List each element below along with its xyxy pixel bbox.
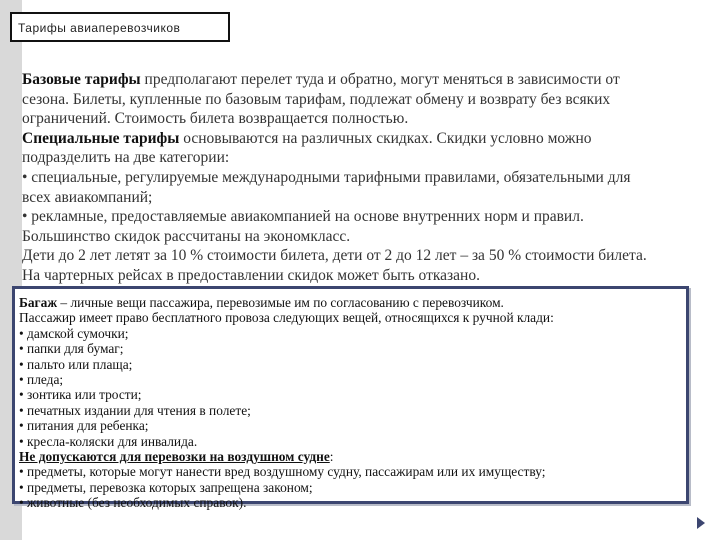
forbidden-item: • предметы, перевозка которых запрещена законом; <box>19 479 313 495</box>
special-bullet-1-line-2: всех авиакомпаний; <box>22 188 153 206</box>
slide-title: Тарифы авиаперевозчиков <box>18 21 181 35</box>
allowed-item: • дамской сумочки; <box>19 325 129 341</box>
special-tariffs-line-2: подразделить на две категории: <box>22 149 230 167</box>
allowed-item: • печатных издании для чтения в полете; <box>19 402 251 418</box>
baggage-text <box>19 295 554 511</box>
basic-tariffs-line-1-rest: предполагают перелет туда и обратно, могут меняться в зависимости от <box>140 71 620 88</box>
allowed-item: • папки для бумаг; <box>19 341 124 357</box>
baggage-definition <box>19 295 554 310</box>
majority-economy-line: Большинство скидок рассчитаны на экономкласс. <box>22 227 351 245</box>
special-bullet-1-line-1: • специальные, регулируемые международными тарифными правилами, обязательными для <box>22 168 631 186</box>
not-allowed-heading-line <box>19 449 554 464</box>
forbidden-item: • животные (без необходимых справок). <box>19 495 247 511</box>
allowed-item: • зонтика или трости; <box>19 387 142 403</box>
special-tariffs-term: Специальные тарифы <box>22 129 180 147</box>
allowed-item: • питания для ребенка; <box>19 418 149 434</box>
allowed-item: • пальто или плаща; <box>19 356 133 372</box>
special-bullet-2-line-1: • рекламные, предоставляемые авиакомпанией на основе внутренних норм и правил. <box>22 208 584 226</box>
basic-tariffs-term: Базовые тарифы <box>22 71 141 88</box>
forbidden-item: • предметы, которые могут нанести вред воздушному судну, пассажирам или их имуществу; <box>19 464 546 480</box>
baggage-definition-rest: – личные вещи пассажира, перевозимые им по согласованию с перевозчиком. <box>57 295 504 310</box>
not-allowed-colon: : <box>329 449 334 465</box>
special-tariffs-line-1-rest: основываются на различных скидках. Скидки условно можно <box>179 129 592 147</box>
corner-arrow-icon <box>697 517 705 529</box>
charter-flights-line: На чартерных рейсах в предоставлении скидок может быть отказано. <box>22 266 480 284</box>
baggage-box <box>12 286 689 511</box>
allowed-item: • кресла-коляски для инвалида. <box>19 433 198 449</box>
tariffs-text <box>22 70 702 286</box>
special-tariffs-line-1 <box>22 129 702 149</box>
basic-tariffs-line-3: ограничений. Стоимость билета возвращается полностью. <box>22 110 409 128</box>
baggage-term: Багаж <box>19 295 58 310</box>
not-allowed-heading: Не допускаются для перевозки на воздушном судне <box>19 449 330 465</box>
allowed-item: • пледа; <box>19 372 64 388</box>
children-discount-line: Дети до 2 лет летят за 10 % стоимости билета, дети от 2 до 12 лет – за 50 % стоимости билета. <box>22 247 647 265</box>
basic-tariffs-line-2: сезона. Билеты, купленные по базовым тарифам, подлежат обмену и возврату без всяких <box>22 90 611 108</box>
baggage-intro: Пассажир имеет право бесплатного провоза следующих вещей, относящихся к ручной клади: <box>19 310 554 326</box>
title-box <box>10 12 230 42</box>
basic-tariffs-line-1 <box>22 70 702 90</box>
